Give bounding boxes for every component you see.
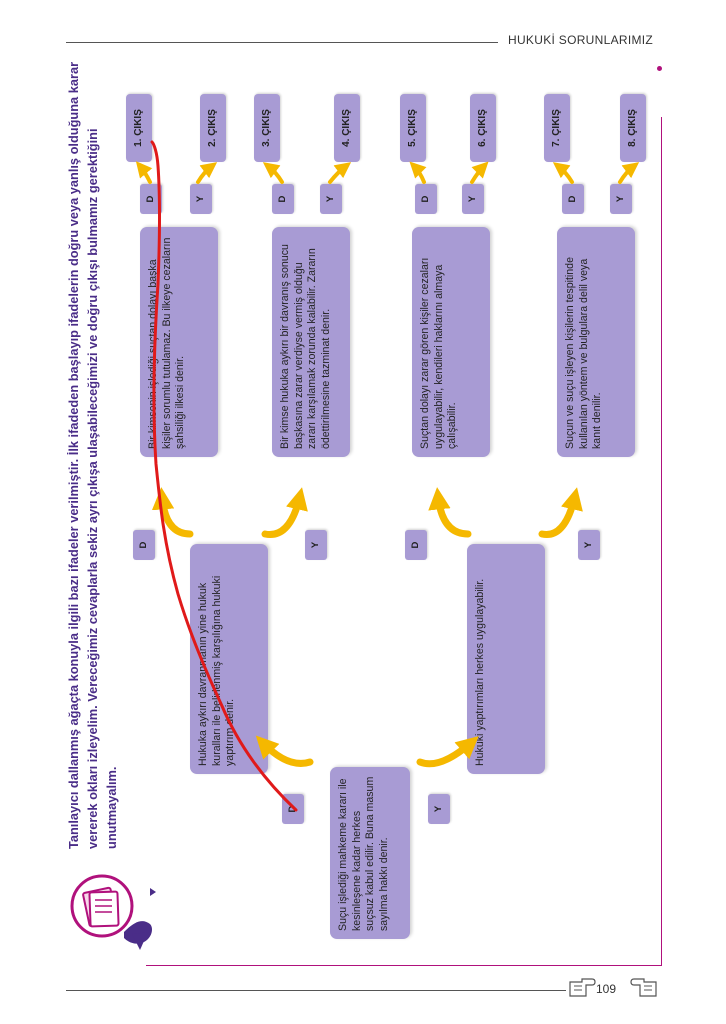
header-title: HUKUKİ SORUNLARIMIZ	[508, 33, 654, 47]
level3-1-true-label: D	[140, 184, 162, 214]
level3-3-false-label: Y	[462, 184, 484, 214]
arrow-root-false	[420, 742, 472, 764]
root-statement: Suçu işlediği mahkeme kararı ile kesinleşene kadar herkes suçsuz kabul edilir. Buna masum sayılma hakkı denir.	[330, 767, 410, 939]
exit-3: 3. ÇIKIŞ	[254, 94, 280, 162]
arrow-l3-4-y-exit8	[620, 166, 634, 182]
level3-statement-1: Bir kimsenin işlediği suçtan dolayı başka kişiler sorumlu tutulamaz. Bu ilkeye cezaların şahsiliği ilkesi denir.	[140, 227, 218, 457]
level3-4-true-label: D	[562, 184, 584, 214]
arrow-l3-3-d-exit5	[414, 166, 424, 182]
arrow-l2-1-true	[162, 496, 190, 534]
exit-8: 8. ÇIKIŞ	[620, 94, 646, 162]
arrow-l2-2-false	[542, 496, 575, 535]
exit-5: 5. ÇIKIŞ	[400, 94, 426, 162]
books-emblem-icon	[64, 862, 160, 958]
level2-1-false-label: Y	[305, 530, 327, 560]
arrow-l3-2-y-exit4	[330, 166, 346, 182]
level3-2-true-label: D	[272, 184, 294, 214]
level3-statement-4: Suçun ve suçu işleyen kişilerin tespitinde kullanılan yöntem ve bulgulara delil veya kanıt denilir.	[557, 227, 635, 457]
arrow-l2-2-true	[438, 496, 468, 534]
pointing-hand-right-icon	[568, 976, 596, 1000]
level3-4-false-label: Y	[610, 184, 632, 214]
level2-2-false-label: Y	[578, 530, 600, 560]
exit-6: 6. ÇIKIŞ	[470, 94, 496, 162]
level3-1-false-label: Y	[190, 184, 212, 214]
level2-statement-2: Hukuki yaptırımları herkes uygulayabilir.	[467, 544, 545, 774]
level2-1-true-label: D	[133, 530, 155, 560]
exit-1: 1. ÇIKIŞ	[126, 94, 152, 162]
arrow-l2-1-false	[265, 496, 300, 535]
instructions-text: Tanılayıcı dallanmış ağaçta konuyla ilgili bazı ifadeler verilmiştir. İlk ifadeden başlayıp ifadelerin doğru veya yanlış olduğuna karar vererek okları izleyelim. Vereceğimiz cevaplarla sekiz ayrı çıkışa ulaşabileceğimizi ve doğru çıkışı bulmamız gerektiğini unutmayalım.	[66, 61, 119, 849]
root-true-label: D	[282, 794, 304, 824]
level3-statement-2: Bir kimse hukuka aykırı bir davranış sonucu başkasına zarar verdiyse vermiş olduğu zararı karşılamak zorunda kalabilir. Zararın ödettirilmesine tazminat denir.	[272, 227, 350, 457]
arrow-l3-3-y-exit6	[472, 166, 484, 182]
exit-4: 4. ÇIKIŞ	[334, 94, 360, 162]
arrow-l3-1-d-exit1	[140, 166, 150, 182]
level2-2-true-label: D	[405, 530, 427, 560]
arrow-l3-2-d-exit3	[268, 166, 282, 182]
root-false-label: Y	[428, 794, 450, 824]
level3-2-false-label: Y	[320, 184, 342, 214]
level3-statement-3: Suçtan dolayı zarar gören kişiler cezaları uygulayabilir, kendileri haklarını almaya çalışabilir.	[412, 227, 490, 457]
pointing-hand-left-icon	[626, 976, 658, 1000]
arrow-l3-4-d-exit7	[558, 166, 572, 182]
arrow-l3-1-y-exit2	[198, 166, 212, 182]
arrow-root-true	[262, 742, 310, 763]
exit-7: 7. ÇIKIŞ	[544, 94, 570, 162]
page-number: 109	[596, 982, 617, 996]
red-pen-stroke	[152, 142, 296, 810]
footer-rule	[66, 990, 566, 991]
level3-3-true-label: D	[415, 184, 437, 214]
exit-2: 2. ÇIKIŞ	[200, 94, 226, 162]
level2-statement-1: Hukuka aykırı davranmanın yine hukuk kuralları ile belirlenmiş karşılığına hukuki yaptırım denir.	[190, 544, 268, 774]
